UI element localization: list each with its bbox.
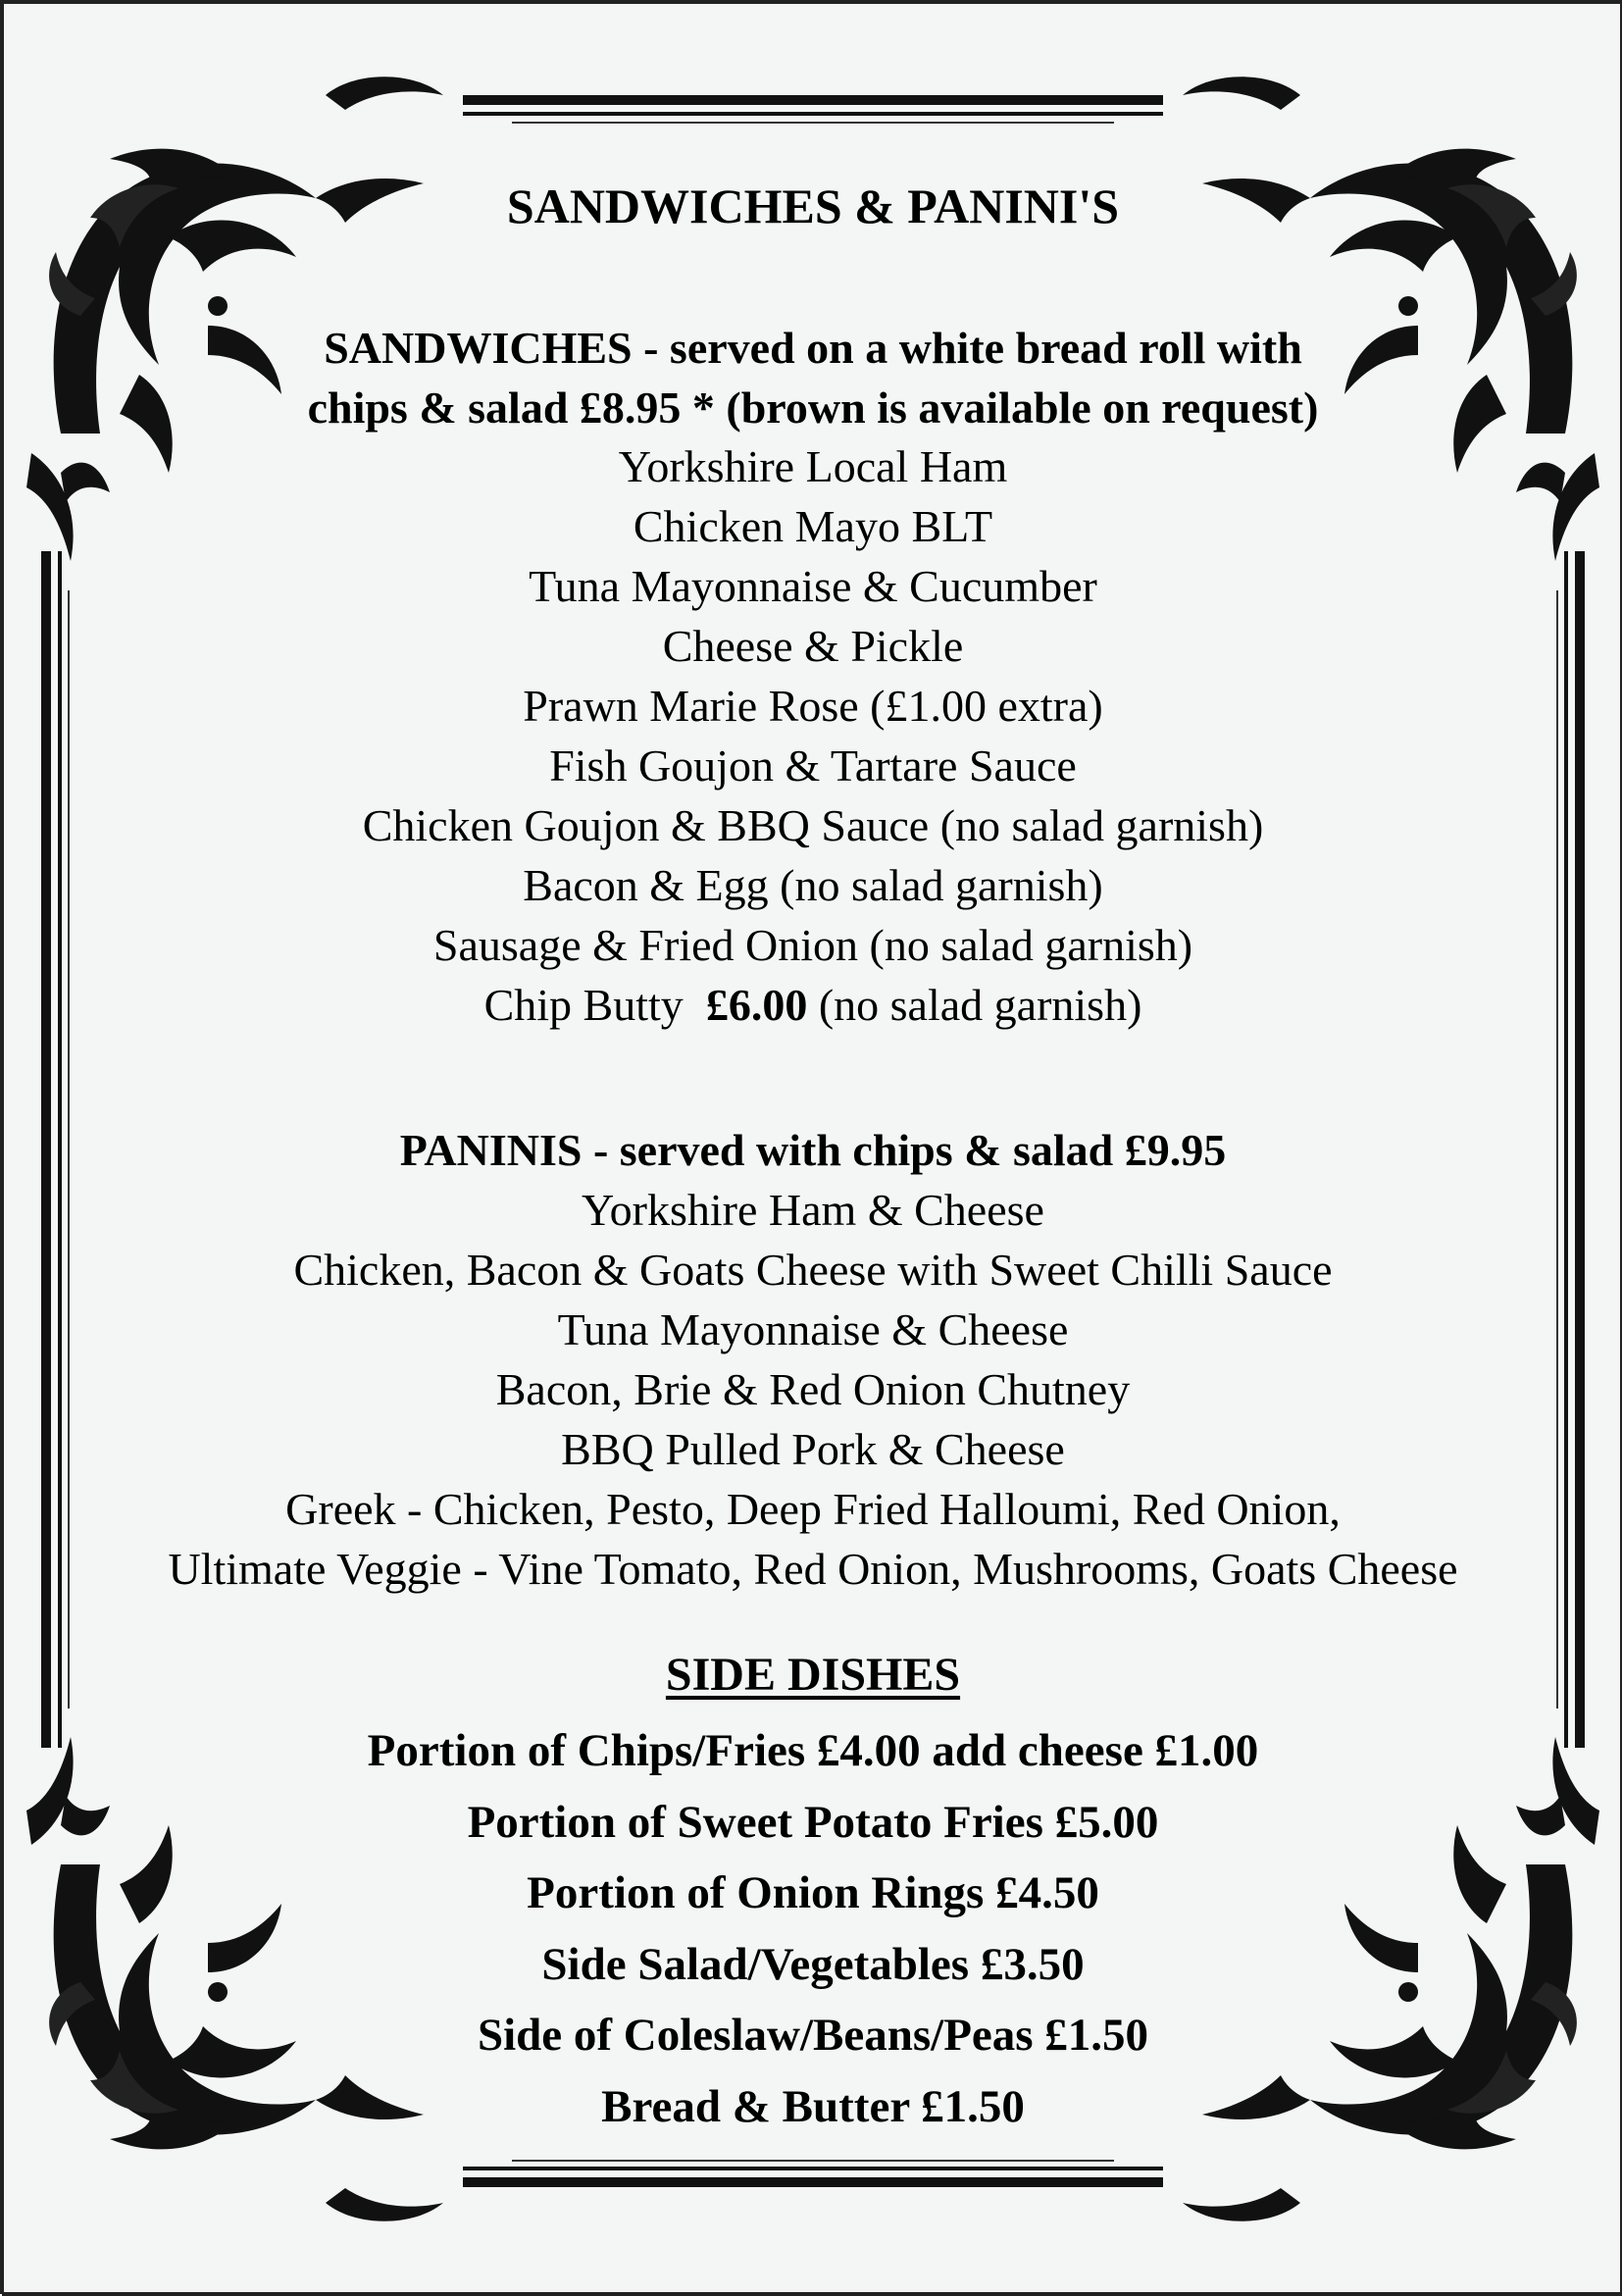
list-item: Bacon & Egg (no salad garnish) xyxy=(523,860,1103,910)
list-item: Portion of Chips/Fries £4.00 add cheese £1.00 xyxy=(367,1725,1259,1776)
chip-butty-item xyxy=(2,975,1622,1035)
list-item: Cheese & Pickle xyxy=(662,621,964,671)
list-item: Greek - Chicken, Pesto, Deep Fried Halloumi, Red Onion, xyxy=(285,1484,1341,1534)
list-item: Tuna Mayonnaise & Cucumber xyxy=(529,561,1097,611)
list-item: Chicken, Bacon & Goats Cheese with Sweet Chilli Sauce xyxy=(293,1245,1333,1295)
list-item: BBQ Pulled Pork & Cheese xyxy=(561,1424,1065,1474)
paninis-list xyxy=(2,1180,1622,1599)
list-item: Portion of Onion Rings £4.50 xyxy=(527,1867,1099,1918)
side-dishes-heading: SIDE DISHES xyxy=(665,1649,961,1701)
chip-butty-price: £6.00 xyxy=(705,980,808,1030)
paninis-heading: PANINIS - served with chips & salad £9.95 xyxy=(399,1125,1227,1175)
list-item: Yorkshire Ham & Cheese xyxy=(582,1185,1044,1235)
list-item: Fish Goujon & Tartare Sauce xyxy=(549,740,1077,791)
sandwiches-list xyxy=(2,436,1622,1035)
chip-butty-name: Chip Butty xyxy=(483,980,684,1030)
list-item: Bread & Butter £1.50 xyxy=(601,2080,1025,2132)
list-item: Bacon, Brie & Red Onion Chutney xyxy=(495,1364,1131,1414)
list-item: Chicken Goujon & BBQ Sauce (no salad garnish) xyxy=(362,800,1264,850)
list-item: Tuna Mayonnaise & Cheese xyxy=(557,1304,1069,1354)
list-item: Portion of Sweet Potato Fries £5.00 xyxy=(467,1796,1159,1848)
list-item: Ultimate Veggie - Vine Tomato, Red Onion, Mushrooms, Goats Cheese xyxy=(168,1544,1458,1594)
list-item: Yorkshire Local Ham xyxy=(618,441,1008,491)
list-item: Prawn Marie Rose (£1.00 extra) xyxy=(523,681,1103,731)
sandwiches-heading-line2: chips & salad £8.95 * (brown is available on request) xyxy=(307,383,1319,433)
list-item: Side Salad/Vegetables £3.50 xyxy=(541,1938,1085,1990)
side-dishes-list xyxy=(2,1715,1622,2142)
chip-butty-note: (no salad garnish) xyxy=(818,980,1142,1030)
list-item: Side of Coleslaw/Beans/Peas £1.50 xyxy=(477,2010,1149,2061)
sandwiches-heading-line1: SANDWICHES - served on a white bread roll with xyxy=(324,323,1302,373)
list-item: Sausage & Fried Onion (no salad garnish) xyxy=(432,920,1193,970)
menu-title: SANDWICHES & PANINI'S xyxy=(506,179,1120,233)
list-item: Chicken Mayo BLT xyxy=(633,501,993,551)
